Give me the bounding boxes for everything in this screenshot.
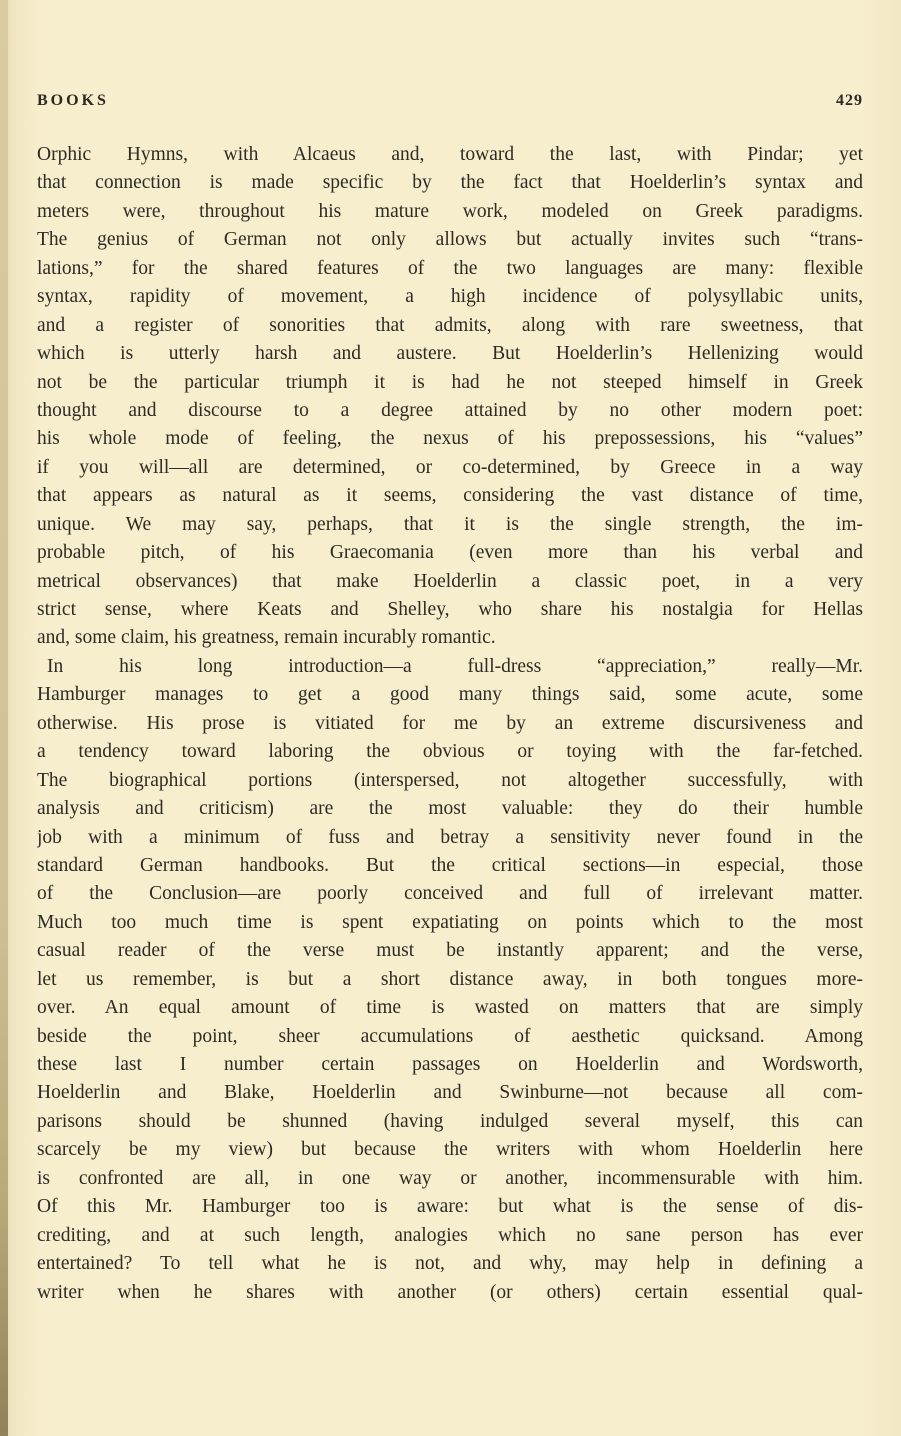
body-text [37,141,863,1307]
text-line: that appears as natural as it seems, considering the vast distance of time, [37,485,863,507]
text-line: metrical observances) that make Hoelderlin a classic poet, in a very [37,570,863,592]
text-line: let us remember, is but a short distance away, in both tongues more- [37,968,863,990]
running-header [37,92,863,118]
page-gutter-shadow [0,0,8,1436]
text-line: is confronted are all, in one way or another, incommensurable with him. [37,1167,863,1189]
text-line: otherwise. His prose is vitiated for me by an extreme discursiveness and [37,712,863,734]
text-line: lations,” for the shared features of the two languages are many: flexible [37,257,863,279]
text-line: strict sense, where Keats and Shelley, who share his nostalgia for Hellas [37,599,863,620]
text-line: The genius of German not only allows but actually invites such “trans- [37,229,863,251]
text-line: In his long introduction—a full-dress “appreciation,” really—Mr. [47,655,863,677]
text-line: his whole mode of feeling, the nexus of his prepossessions, his “values” [37,428,863,450]
page-number: 429 [836,92,863,109]
text-line: standard German handbooks. But the critical sections—in especial, those [37,854,863,876]
text-line: syntax, rapidity of movement, a high incidence of polysyllabic units, [37,286,863,308]
text-line: a tendency toward laboring the obvious or toying with the far-fetched. [37,741,863,763]
text-line: Hamburger manages to get a good many things said, some acute, some [37,684,863,706]
text-line: not be the particular triumph it is had he not steeped himself in Greek [37,371,863,393]
text-line: these last I number certain passages on Hoelderlin and Wordsworth, [37,1054,863,1075]
text-line: that connection is made specific by the fact that Hoelderlin’s syntax and [37,172,863,194]
text-line: crediting, and at such length, analogies which no sane person has ever [37,1224,863,1246]
text-line: job with a minimum of fuss and betray a sensitivity never found in the [37,826,863,848]
text-line: scarcely be my view) but because the writers with whom Hoelderlin here [37,1139,863,1161]
text-line: probable pitch, of his Graecomania (even more than his verbal and [37,542,863,564]
text-line: meters were, throughout his mature work, modeled on Greek paradigms. [37,200,863,222]
text-line: Of this Mr. Hamburger too is aware: but what is the sense of dis- [37,1196,863,1218]
text-line: unique. We may say, perhaps, that it is the single strength, the im- [37,513,863,535]
text-line: beside the point, sheer accumulations of aesthetic quicksand. Among [37,1025,863,1047]
text-line: thought and discourse to a degree attained by no other modern poet: [37,399,863,421]
text-line: writer when he shares with another (or others) certain essential qual- [37,1281,863,1303]
text-line: Orphic Hymns, with Alcaeus and, toward the last, with Pindar; yet [37,144,863,165]
text-line: and, some claim, his greatness, remain incurably romantic. [37,627,496,649]
section-title: BOOKS [37,92,109,109]
text-line: Hoelderlin and Blake, Hoelderlin and Swinburne—not because all com- [37,1082,863,1104]
text-line: and a register of sonorities that admits, along with rare sweetness, that [37,314,863,336]
text-line: casual reader of the verse must be instantly apparent; and the verse, [37,940,863,962]
text-line: The biographical portions (interspersed, not altogether successfully, with [37,769,863,791]
text-line: of the Conclusion—are poorly conceived and full of irrelevant matter. [37,883,863,905]
text-line: analysis and criticism) are the most valuable: they do their humble [37,798,863,820]
text-line: if you will—all are determined, or co-determined, by Greece in a way [37,456,863,478]
text-line: entertained? To tell what he is not, and why, may help in defining a [37,1253,863,1275]
text-line: over. An equal amount of time is wasted on matters that are simply [37,997,863,1019]
text-line: which is utterly harsh and austere. But Hoelderlin’s Hellenizing would [37,343,863,365]
text-line: parisons should be shunned (having indulged several myself, this can [37,1110,863,1132]
text-line: Much too much time is spent expatiating on points which to the most [37,911,863,933]
